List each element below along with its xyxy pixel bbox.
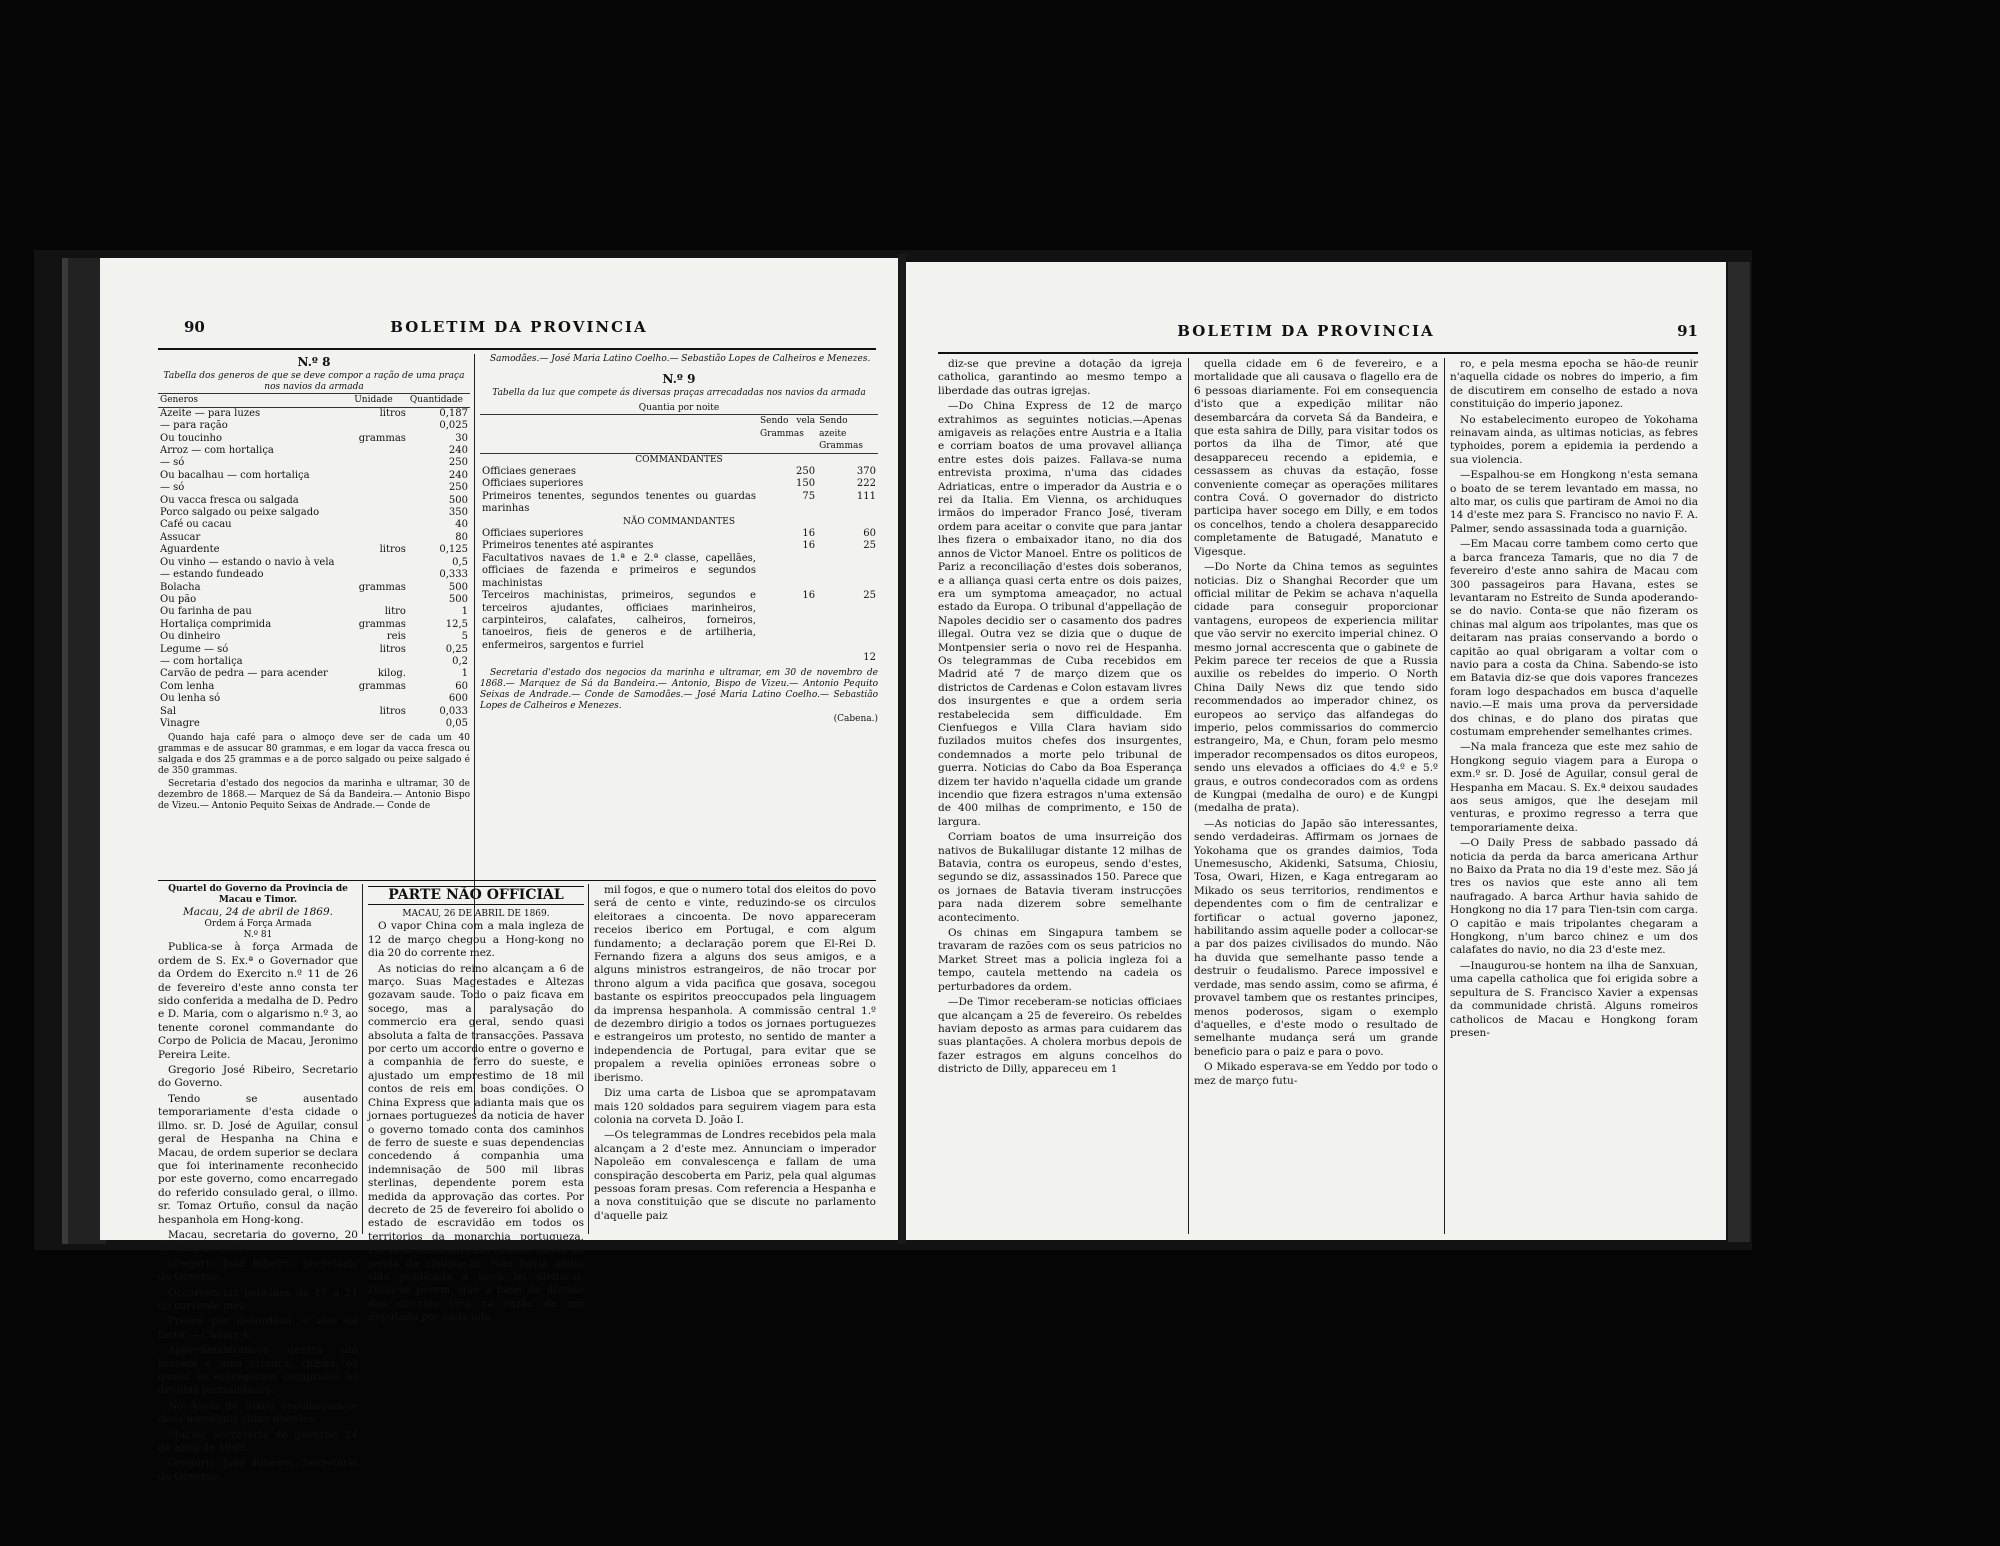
col-header-generos: Generos: [158, 394, 352, 407]
genero-cell: Sal: [160, 705, 177, 717]
quantidade-cell: 0,5: [452, 556, 468, 568]
genero-cell: Ou farinha de pau: [160, 606, 252, 618]
genero-cell: Legume — só: [160, 643, 229, 655]
table-8-section: [158, 354, 470, 876]
article-paragraph: quella cidade em 6 de fevereiro, e a mortalidade que ali causava o flagello era de 6 pessoas diariamente. Foi em consequencia d'isto que a expedição militar não desembarcára da corveta Sá da Bandeira, e que esta sahira de Dilly, para visitar todos os portos da ilha de Timor, até que desappareceu recendo a epidemia, e cessassem as chuvas da estação, fosse conveniente começar as operações militares contra Cová. O governador do districto participa haver socego em Dilly, e em todos os concelhos, tendo a cholera desapparecido completamente de Batugadé, Manatuto e Vigesque.: [1194, 358, 1438, 558]
table-8-number: N.º 8: [297, 355, 331, 369]
table-row: [480, 478, 878, 490]
parte-column-2: [594, 884, 876, 1234]
unidade-cell: [352, 457, 408, 469]
table-row: [158, 532, 470, 544]
light-table-body: [480, 453, 878, 664]
parte-column-1: [368, 884, 584, 1324]
table-row: [158, 470, 470, 482]
article-paragraph: Diz uma carta de Lisboa que se aprompatavam mais 120 soldados para seguirem viagem para esta colonia na corveta D. João I.: [594, 1087, 876, 1126]
table-9-signature: Secretaria d'estado dos negocios da marinha e ultramar, em 30 de novembro de 1868.— Marquez de Sá da Bandeira.— Antonio, Bispo de Vizeu.— Antonio Pequito Seixas de Andrade.— Conde de Samodães.— José Maria Latino Coelho.— Sebastião Lopes de Calheiros e Menezes.: [480, 667, 878, 711]
table-row: [158, 557, 470, 569]
table-row: [158, 544, 470, 556]
article-paragraph: —De Timor receberam-se noticias officiaes que alcançam a 25 de fevereiro. Os rebeldes haviam deposto as armas para cuidarem das suas plantações. A cholera morbus depois de fazer estragos em alguns concelhos do districto de Dilly, appareceu em 1: [938, 996, 1182, 1076]
quantidade-cell: 1: [461, 668, 468, 680]
article-paragraph: Os chinas em Singapura tambem se travaram de razões com os seus patricios no Market Street mas a policia ingleza foi a tempo, cautela mettendo na cadeia os perturbadores da ordem.: [938, 927, 1182, 993]
unidade-cell: [352, 507, 408, 519]
rank-cell: Facultativos navaes de 1.ª e 2.ª classe, capellães, officiaes de fazenda e primeiros e segundos machinistas: [482, 552, 756, 589]
quantidade-cell: 350: [448, 507, 468, 519]
genero-cell: Carvão de pedra — para acender: [160, 668, 328, 680]
article-paragraph: No Asylo de Sikou recolheram-se dous mendigos chins doentes.: [158, 1399, 358, 1426]
quantidade-cell: 500: [448, 494, 468, 506]
unidade-cell: litros: [379, 407, 406, 419]
quantidade-cell: 80: [455, 531, 468, 543]
parte-column-1-text: [368, 920, 584, 1324]
table-9-section: [480, 354, 878, 876]
rank-cell: Officiaes superiores: [482, 528, 584, 540]
table-row: [480, 553, 878, 590]
article-paragraph: —Do Norte da China temos as seguintes noticias. Diz o Shanghai Recorder que um official militar de Pekim se achava n'aquella cidade para conseguir proporcionar vantagens, europeos de experiencia militar que vão servir no exercito imperial chinez. O mesmo jornal accrescenta que o gabinete de Pekim parece ter receios de que a Russia auxilie os rebeldes do imperio. O North China Daily News diz que tendo sido recommendados ao imperador chinez, os europeos ao serviço das alfandegas do imperio, pelos commissarios do commercio estrangeiro, Ma, e Chun, foram pelo mesmo imperador recompensados os ditos europeos, sendo uns elevados a officiaes do 4.º e 5.º graus, e outros condecorados com as ordens de Kungpai (medalha de ouro) e de Kungpi (medalha de prata).: [1194, 561, 1438, 815]
table-row: [158, 668, 470, 680]
article-paragraph: —As noticias do Japão são interessantes, sendo verdadeiras. Affirmam os jornaes de Yokohama que os grandes daimios, Toda Unemesuscho, Akidenki, Satsuma, Chiosiu, Tosa, Owari, Hizen, e Kaga entregaram ao Mikado os seus territorios, rendimentos e dependentes com o fim de centralizar e fortificar o actual governo japonez, habilitando assim aquelle poder a collocar-se a par dos paizes civilisados do mundo. Não ha duvida que semelhante passo tende a destruir o feudalismo. Parece impossivel e verdade, mas sendo assim, como se afirma, é provavel tambem que os restantes principes, menos poderosos, sigam o exemplo d'aquelles, e d'este modo o resultado de semelhante mudança será um grande beneficio para o paiz e para o povo.: [1194, 817, 1438, 1058]
article-paragraph: mil fogos, e que o numero total dos eleitos do povo será de cento e vinte, reduzindo-se os circulos eleitoraes a cincoenta. De novo appareceram receios iberico em Portugal, e com algum fundamento; a declaração porem que El-Rei D. Fernando fizera a alguns dos seus amigos, e a alguns ministros estrangeiros, de não trocar por throno algum a vida pacifica que gosava, socegou bastante os espiritos preoccupados pela linguagem da imprensa hespanhola. A commissão central 1.º de dezembro dirigio a todos os jornaes portuguezes e estrangeiros um protesto, no sentido de manter a independencia de Portugal, para evitar que se propalem a revelia opiniões erroneas sobre o iberismo.: [594, 884, 876, 1084]
table-row: [158, 706, 470, 718]
rank-cell: Terceiros machinistas, primeiros, segundos e terceiros ajudantes, officiaes marinheiros, carpinteiros, calafates, calheiros, forneiros, tanoeiros, fieis de generos e de artilheria, enfermeiros, sargentos e furriel: [482, 590, 756, 651]
quantidade-cell: 0,25: [445, 643, 468, 655]
col-header-vela: Sendo vela Grammas: [758, 415, 817, 453]
article-paragraph: Macau, secretaria do governo, 20 de abril de 1869.: [158, 1228, 358, 1255]
quantidade-cell: 0,125: [439, 544, 468, 556]
table-subheader: COMMANDANTES: [635, 454, 723, 465]
table-row: [158, 619, 470, 631]
quantidade-cell: 600: [448, 693, 468, 705]
table-row: [158, 582, 470, 594]
genero-cell: Arroz — com hortaliça: [160, 445, 274, 457]
article-paragraph: —Do China Express de 12 de março extrahimos as seguintes noticias.—Apenas amigaveis as relações entre Austria e a Italia e corriam boatos de uma provavel alliança entre estes dois paizes. Fallava-se numa entrevista proxima, n'uma das cidades Adriaticas, entre o imperador da Austria e o rei da Italia. Em Vienna, os archiduques irmãos do imperador Franco José, tiveram ordem para aceitar o convite que para jantar lhes fizera o embaixador itano, no dia dos annos de Victor Manoel. Entre os politicos de Pariz a reconciliação d'estes dois soberanos, e a alliança quasi certa entre os dois paizes, era um symptoma ameaçador, no actual estado da Europa. O tribunal d'appellação de Napoles decidio ser o casamento dos padres illegal. Outra vez se dizia que o duque de Montpensier seria o novo rei de Hespanha. Os telegrammas de Cuba recebidos em Madrid até 7 de março dizem que os districtos de Cardenas e Colon estavam livres dos insurgentes e que a ordem seria restabelecida sem difficuldade. Em Cienfuegos e Villa Clara haviam sido fuzilados muitos chefes dos insurgentes, condemnados a morte pelo tribunal de guerra. Noticias do Cabo da Boa Esperança dizem ter havido n'aquella cidade um grande incendio que fizera estragos n'uma extensão de 400 milhas de comprimento, e 150 de largura.: [938, 400, 1183, 828]
genero-cell: Azeite — para luzes: [160, 407, 261, 419]
right-column-2: [1194, 358, 1438, 1234]
table-row: [158, 457, 470, 469]
masthead: BOLETIM DA PROVINCIA: [390, 318, 648, 336]
vela-cell: 16: [802, 528, 816, 540]
parte-heading: PARTE NÃO OFFICIAL: [368, 886, 584, 905]
genero-cell: Bolacha: [160, 581, 201, 593]
article-paragraph: Gregorio José Ribeiro, Secretario do Governo.: [158, 1457, 358, 1483]
table-row: [158, 594, 470, 606]
unidade-cell: [352, 569, 408, 581]
quantidade-cell: 0,333: [439, 569, 468, 581]
unidade-cell: [352, 656, 408, 668]
article-paragraph: Tendo se ausentado temporariamente d'esta cidade o illmo. sr. D. José de Aguilar, consul geral de Hespanha na China e Macau, de ordem superior se declara que foi interinamente reconhecido por este governo, como encarregado do referido consulado geral, o illmo. sr. Tomaz Ortuño, consul da nação hespanhola em Hong-kong.: [158, 1092, 358, 1226]
genero-cell: Assucar: [160, 531, 201, 543]
unidade-cell: grammas: [358, 680, 406, 692]
article-paragraph: Corriam boatos de uma insurreição dos nativos de Bukalilugar distante 12 milhas de Batavia, contra os europeus, sendo d'estes, segundo se diz, assassinados 150. Parece que os jornaes de Batavia tiveram instrucções para nada dizerem sobre semelhante acontecimento.: [938, 831, 1182, 924]
column-divider: [588, 884, 589, 1234]
unidade-cell: [352, 532, 408, 544]
table-9-intro: Samodães.— José Maria Latino Coelho.— Sebastião Lopes de Calheiros e Menezes.: [490, 354, 871, 364]
header-rule: [938, 352, 1698, 354]
col-header-azeite: Sendo azeite Grammas: [817, 415, 878, 453]
table-subheader: NÃO COMMANDANTES: [622, 516, 735, 527]
table-9-source: (Cabena.): [833, 713, 878, 724]
masthead: BOLETIM DA PROVINCIA: [1177, 322, 1435, 340]
unidade-cell: litros: [379, 544, 406, 556]
right-column-3: [1450, 358, 1698, 1234]
vela-cell: [758, 553, 817, 590]
quartel-column: [158, 884, 358, 1483]
quantidade-cell: 1: [461, 606, 468, 618]
genero-cell: — com hortaliça: [160, 655, 243, 667]
article-paragraph: Macau, secretaria do governo 24 de abril de 1869.: [158, 1428, 358, 1455]
quantidade-cell: 0,187: [439, 407, 468, 419]
vela-cell: 16: [802, 540, 816, 552]
table-row: [158, 519, 470, 531]
ration-table: [158, 393, 470, 730]
genero-cell: Ou dinheiro: [160, 631, 221, 643]
article-paragraph: O vapor China com a mala ingleza de 12 de março chegou a Hong-kong no dia 20 do corrente mez.: [368, 920, 584, 960]
article-paragraph: Gregorio José Ribeiro, Secretario do Governo.: [158, 1064, 358, 1090]
article-paragraph: Publica-se à força Armada de ordem de S. Ex.ª o Governador que da Ordem do Exercito n.º 11 de 26 de fevereiro d'este anno consta ter sido conferida a medalha de D. Pedro e D. Maria, com o algarismo n.º 3, ao tenente coronel commandante do Corpo de Policia de Macau, Jeronimo Pereira Leite.: [158, 941, 358, 1061]
article-paragraph: —Espalhou-se em Hongkong n'esta semana o boato de se terem levantado em massa, no alto mar, os culis que partiram de Amoi no dia 14 d'este mez para S. Francisco no navio F. A. Palmer, sendo assassinada toda a guarnição.: [1450, 469, 1698, 535]
article-paragraph: —Em Macau corre tambem como certo que a barca franceza Tamaris, que no dia 7 de fevereiro d'este anno sahira de Macau com 300 passageiros para Havana, estes se levantaram no Estreito de Sunda apoderando-se do navio. Conta-se que não fizeram os chinas mal algum aos tripolantes, mas que os deitaram nas praias conservando a bordo o capitão ao qual obrigaram a voltar com o navio para a costa da China. Sabendo-se isto em Batavia diz-se que dois vapores francezes foram logo despachados em busca d'aquelle navio.—E mais uma prova da perversidade dos chinas, e do plano dos piratas que costumam emprehender semelhantes crimes.: [1450, 538, 1698, 738]
table-row: [158, 693, 470, 705]
genero-cell: Ou pão: [160, 593, 197, 605]
parte-column-2-text: [594, 884, 876, 1223]
unidade-cell: litros: [379, 705, 406, 717]
col-header-quantidade: Quantidade: [408, 394, 470, 407]
azeite-cell: 111: [856, 490, 876, 502]
quartel-heading: Quartel do Governo da Provincia de Macau e Timor.: [168, 884, 348, 905]
genero-cell: Ou lenha só: [160, 693, 221, 705]
unidade-cell: litro: [384, 606, 406, 618]
genero-cell: Ou bacalhau — com hortaliça: [160, 469, 310, 481]
genero-cell: — para ração: [160, 420, 228, 432]
unidade-cell: [352, 594, 408, 606]
table-row: [158, 445, 470, 457]
unidade-cell: [352, 445, 408, 457]
column-divider: [362, 884, 363, 1234]
ration-table-body: [158, 407, 470, 730]
page-number: 91: [1677, 322, 1698, 340]
table-row: [158, 420, 470, 432]
table-row: [158, 482, 470, 494]
quantidade-cell: 0,05: [445, 717, 468, 729]
article-paragraph: —Inaugurou-se hontem na ilha de Sanxuan, uma capella catholica que foi erigida sobre a sepultura de S. Francisco Xavier a expensas da communidade christã. Alguns romeiros catholicos de Macau e Hongkong foram presen-: [1450, 959, 1698, 1039]
article-paragraph: ro, e pela mesma epocha se hão-de reunir n'aquella cidade os nobres do imperio, a fim de discutirem em conselho de estado a nova constituição do imperio japonez.: [1450, 358, 1698, 411]
quantidade-cell: 5: [461, 631, 468, 643]
genero-cell: Ou vacca fresca ou salgada: [160, 494, 299, 506]
quartel-paragraphs: [158, 941, 358, 1484]
table-8-caption: Tabella dos generos de que se deve compor a ração de uma praça nos navios da armada: [163, 371, 465, 393]
azeite-cell: 370: [856, 466, 876, 478]
genero-cell: Com lenha: [160, 680, 215, 692]
left-page-header: [100, 318, 898, 340]
quantidade-cell: 240: [448, 445, 468, 457]
quantidade-cell: 40: [455, 519, 468, 531]
article-paragraph: Apprehenderam-se dentro um homem e uma criança, chinas, os quaes se entregaram cumpridas as devidas formalidades.: [158, 1344, 358, 1397]
genero-cell: — só: [160, 482, 185, 494]
column-divider: [1444, 358, 1445, 1234]
unidade-cell: [352, 470, 408, 482]
table-8-signature: Secretaria d'estado dos negocios da marinha e ultramar, 30 de dezembro de 1868.— Marquez de Sá da Bandeira.— Antonio Bispo de Vizeu.— Antonio Pequito Seixas de Andrade.— Conde de: [158, 779, 470, 812]
unidade-cell: [352, 519, 408, 531]
article-paragraph: O Mikado esperava-se em Yeddo por todo o mez de março futu-: [1194, 1061, 1438, 1087]
table-9-group-header: Quantia por noite: [638, 403, 720, 414]
table-9-number: N.º 9: [662, 372, 696, 386]
table-row: [480, 528, 878, 540]
right-column-2-text: [1194, 358, 1438, 1088]
table-row: [158, 718, 470, 730]
section-rule: [158, 880, 876, 881]
col-header-blank: [480, 415, 758, 453]
vela-cell: [758, 652, 817, 664]
unidade-cell: reis: [386, 631, 406, 643]
table-row: [158, 656, 470, 668]
table-row: [158, 644, 470, 656]
genero-cell: Hortaliça comprimida: [160, 618, 272, 630]
article-paragraph: —O Daily Press de sabbado passado dá noticia da perda da barca americana Arthur no Baixo da Prata no dia 19 d'este mez. São já tres os navios que este anno ali tem naufragado. A barca Arthur havia sahido de Hongkong no dia 17 para Tien-tsin com carga. O capitão e mais tripolantes chegaram a Hongkong, n'um barco chinez e um dos calafates do navio, no dia 23 d'este mez.: [1450, 837, 1698, 957]
light-table: [480, 414, 878, 664]
article-paragraph: As noticias do reino alcançam a 6 de março. Suas Magestades e Altezas gozavam saude. Todo o paiz ficava em socego, mas a paralysação do commercio era geral, sendo quasi absoluta a falta de transacções. Passava por certo um accordo entre o governo e a companhia de ferro do sueste, e ajustado um emprestimo de 18 mil contos de reis em boas condições. O China Express que adianta mais que os jornaes portuguezes da noticia de haver o governo tomado conta dos caminhos de ferro de sueste e suas dependencias concedendo á companhia uma indemnisação de 500 mil libras sterlinas, dependente porem esta medida da approvação das cortes. Por decreto de 25 de fevereiro foi abolido o estado de escravidão em todos os territorios da monarchia portugueza. Foi bem recebido este grande passo da senda da civilisação. Não havia ainda sido publicada a nova lei eleitoral. Dizia-se porem, que a base da divisão dos circulos fôra na razão de um deputado por cada oito: [368, 962, 584, 1324]
table-row: [158, 507, 470, 519]
unidade-cell: grammas: [358, 618, 406, 630]
vela-cell: 75: [802, 490, 816, 502]
table-row: [480, 652, 878, 664]
azeite-cell: 222: [856, 478, 876, 490]
quantidade-cell: 60: [455, 680, 468, 692]
rank-cell: Officiaes generaes: [482, 466, 576, 478]
article-paragraph: No estabelecimento europeo de Yokohama reinavam ainda, as ultimas noticias, as febres typhoides, porem a epidemia ia perdendo a sua violencia.: [1450, 413, 1698, 466]
rank-cell: Officiaes superiores: [482, 478, 584, 490]
genero-cell: Vinagre: [160, 717, 200, 729]
table-8-note: Quando haja café para o almoço deve ser de cada um 40 grammas e de assucar 80 grammas, e em logar da vacca fresca ou salgada e dos 25 grammas e a de porco salgado ou peixe salgado é de 350 grammas.: [158, 733, 470, 777]
table-row: [158, 433, 470, 445]
table-row: [158, 495, 470, 507]
article-paragraph: —Os telegrammas de Londres recebidos pela mala alcançam a 2 d'este mez. Annunciam o imperador Napoleão em convalescença e fallam de uma conspiração descoberta em Pariz, pela qual algumas pessoas foram presas. Com referencia a Hespanha e a nova constituição que se discute no parlamento d'aquelle paiz: [594, 1129, 876, 1222]
quantidade-cell: 240: [448, 469, 468, 481]
col-header-unidade: Unidade: [352, 394, 408, 407]
unidade-cell: [352, 482, 408, 494]
table-row: [480, 466, 878, 478]
unidade-cell: [352, 718, 408, 730]
right-column-3-text: [1450, 358, 1698, 1040]
right-column-1-text: [938, 358, 1182, 1077]
column-divider: [1188, 358, 1189, 1234]
genero-cell: Ou vinho — estando o navio à vela: [160, 556, 335, 568]
quantidade-cell: 250: [448, 457, 468, 469]
unidade-cell: grammas: [358, 581, 406, 593]
quartel-dateline: Macau, 24 de abril de 1869.: [183, 906, 333, 918]
rank-cell: [480, 652, 758, 664]
genero-cell: — estando fundeado: [160, 569, 264, 581]
table-row: [158, 606, 470, 618]
quantidade-cell: 500: [448, 581, 468, 593]
azeite-cell: 25: [863, 540, 876, 552]
right-binding: [1728, 262, 1750, 1242]
left-page: [100, 258, 898, 1483]
vela-cell: 250: [795, 466, 816, 478]
right-page-header: [906, 322, 1726, 344]
quantidade-cell: 0,033: [439, 705, 468, 717]
genero-cell: Aguardente: [160, 544, 220, 556]
vela-cell: 16: [802, 590, 816, 602]
quantidade-cell: 500: [448, 593, 468, 605]
rank-cell: Primeiros tenentes até aspirantes: [482, 540, 654, 552]
table-subheader-row: [480, 516, 878, 528]
azeite-cell: 12: [863, 652, 876, 664]
table-row: [480, 590, 878, 652]
quantidade-cell: 0,025: [439, 420, 468, 432]
order-number: N.º 81: [243, 930, 273, 941]
parte-dateline: MACAU, 26 DE ABRIL DE 1869.: [402, 909, 550, 920]
table-row: [158, 569, 470, 581]
unidade-cell: [352, 693, 408, 705]
right-column-1: [938, 358, 1182, 1234]
rank-cell: Primeiros tenentes, segundos tenentes ou guardas marinhas: [482, 490, 756, 515]
unidade-cell: grammas: [358, 432, 406, 444]
article-paragraph: —Na mala franceza que este mez sahio de Hongkong seguio viagem para a Europa o exm.º sr. D. José de Aguilar, consul geral de Hespanha em Macau. S. Ex.ª deixou saudades aos seus amigos, que lhe desejam mil venturas, e proximo regresso a terra que temporariamente deixa.: [1450, 741, 1698, 834]
quantidade-cell: 12,5: [445, 618, 468, 630]
genero-cell: Café ou cacau: [160, 519, 232, 531]
genero-cell: — só: [160, 457, 185, 469]
article-paragraph: Gregorio José Ribeiro, Secretario do Governo.: [158, 1257, 358, 1284]
vela-cell: 150: [795, 478, 816, 490]
genero-cell: Ou toucinho: [160, 432, 222, 444]
quantidade-cell: 0,2: [452, 655, 468, 667]
table-row: [480, 491, 878, 516]
table-row: [480, 540, 878, 552]
page-number: 90: [184, 318, 205, 336]
right-page: [906, 262, 1726, 1240]
genero-cell: Porco salgado ou peixe salgado: [160, 507, 320, 519]
order-title: Ordem á Força Armada: [204, 919, 312, 930]
azeite-cell: 25: [863, 590, 876, 602]
page-gutter: [898, 254, 906, 1244]
article-paragraph: Presos por desordens, e vias de facto — Chinas 4.: [158, 1315, 358, 1341]
article-paragraph: diz-se que previne a dotação da igreja catholica, garantindo ao mesmo tempo a liberdade das outras igrejas.: [938, 358, 1182, 397]
quantidade-cell: 250: [448, 482, 468, 494]
azeite-cell: 60: [863, 528, 876, 540]
table-row: [158, 631, 470, 643]
unidade-cell: [352, 420, 408, 432]
unidade-cell: [352, 495, 408, 507]
table-row: [158, 681, 470, 693]
unidade-cell: [352, 557, 408, 569]
unidade-cell: litros: [379, 643, 406, 655]
quantidade-cell: 30: [455, 432, 468, 444]
header-rule: [158, 348, 876, 350]
azeite-cell: [817, 553, 878, 590]
article-paragraph: Occorrencias policiaes de 17 a 21 do corrente mez.: [158, 1286, 358, 1312]
unidade-cell: kilog.: [377, 668, 406, 680]
table-row: [158, 407, 470, 420]
table-subheader-row: [480, 453, 878, 466]
table-9-caption: Tabella da luz que compete ás diversas praças arrecadadas nos navios da armada: [492, 388, 866, 399]
